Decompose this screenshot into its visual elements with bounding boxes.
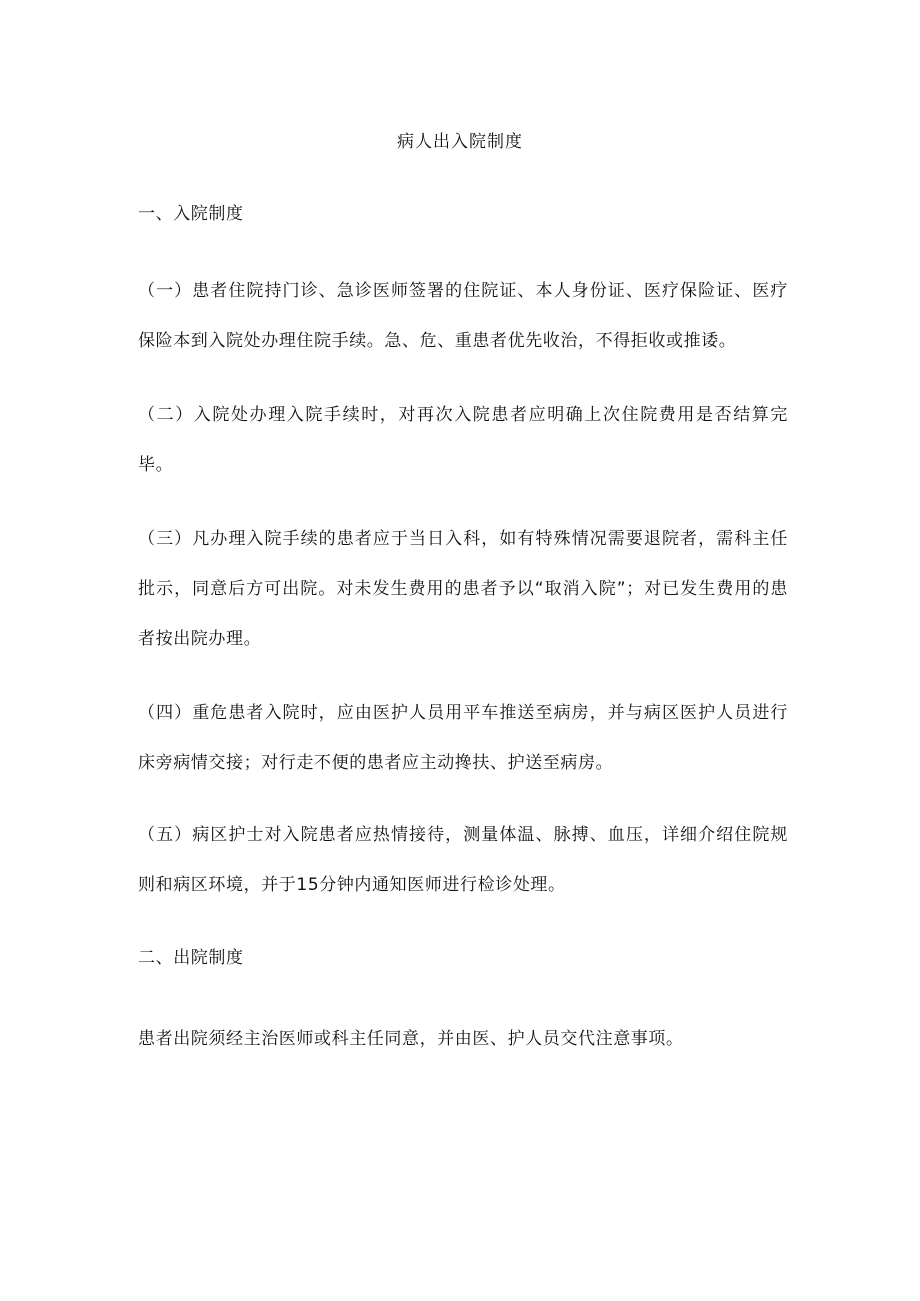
section-heading-discharge: 二、出院制度	[138, 948, 244, 968]
discharge-text: 患者出院须经主治医师或科主任同意，并由医、护人员交代注意事项。	[138, 1029, 684, 1049]
admission-item-5: （五）病区护士对入院患者应热情接待，测量体温、脉搏、血压，详细介绍住院规则和病区环境，并于15分钟内通知医师进行检诊处理。	[138, 825, 788, 895]
admission-item-4: （四）重危患者入院时，应由医护人员用平车推送至病房，并与病区医护人员进行床旁病情交接；对行走不便的患者应主动搀扶、护送至病房。	[138, 703, 788, 773]
document-title: 病人出入院制度	[397, 132, 523, 152]
admission-item-1: （一）患者住院持门诊、急诊医师签署的住院证、本人身份证、医疗保险证、医疗保险本到入院处办理住院手续。急、危、重患者优先收治，不得拒收或推诿。	[138, 281, 788, 351]
admission-item-3: （三）凡办理入院手续的患者应于当日入科，如有特殊情况需要退院者，需科主任批示，同意后方可出院。对未发生费用的患者予以“取消入院”；对已发生费用的患者按出院办理。	[138, 529, 788, 649]
admission-item-2: （二）入院处办理入院手续时，对再次入院患者应明确上次住院费用是否结算完毕。	[138, 405, 788, 475]
section-heading-admission: 一、入院制度	[138, 204, 244, 224]
